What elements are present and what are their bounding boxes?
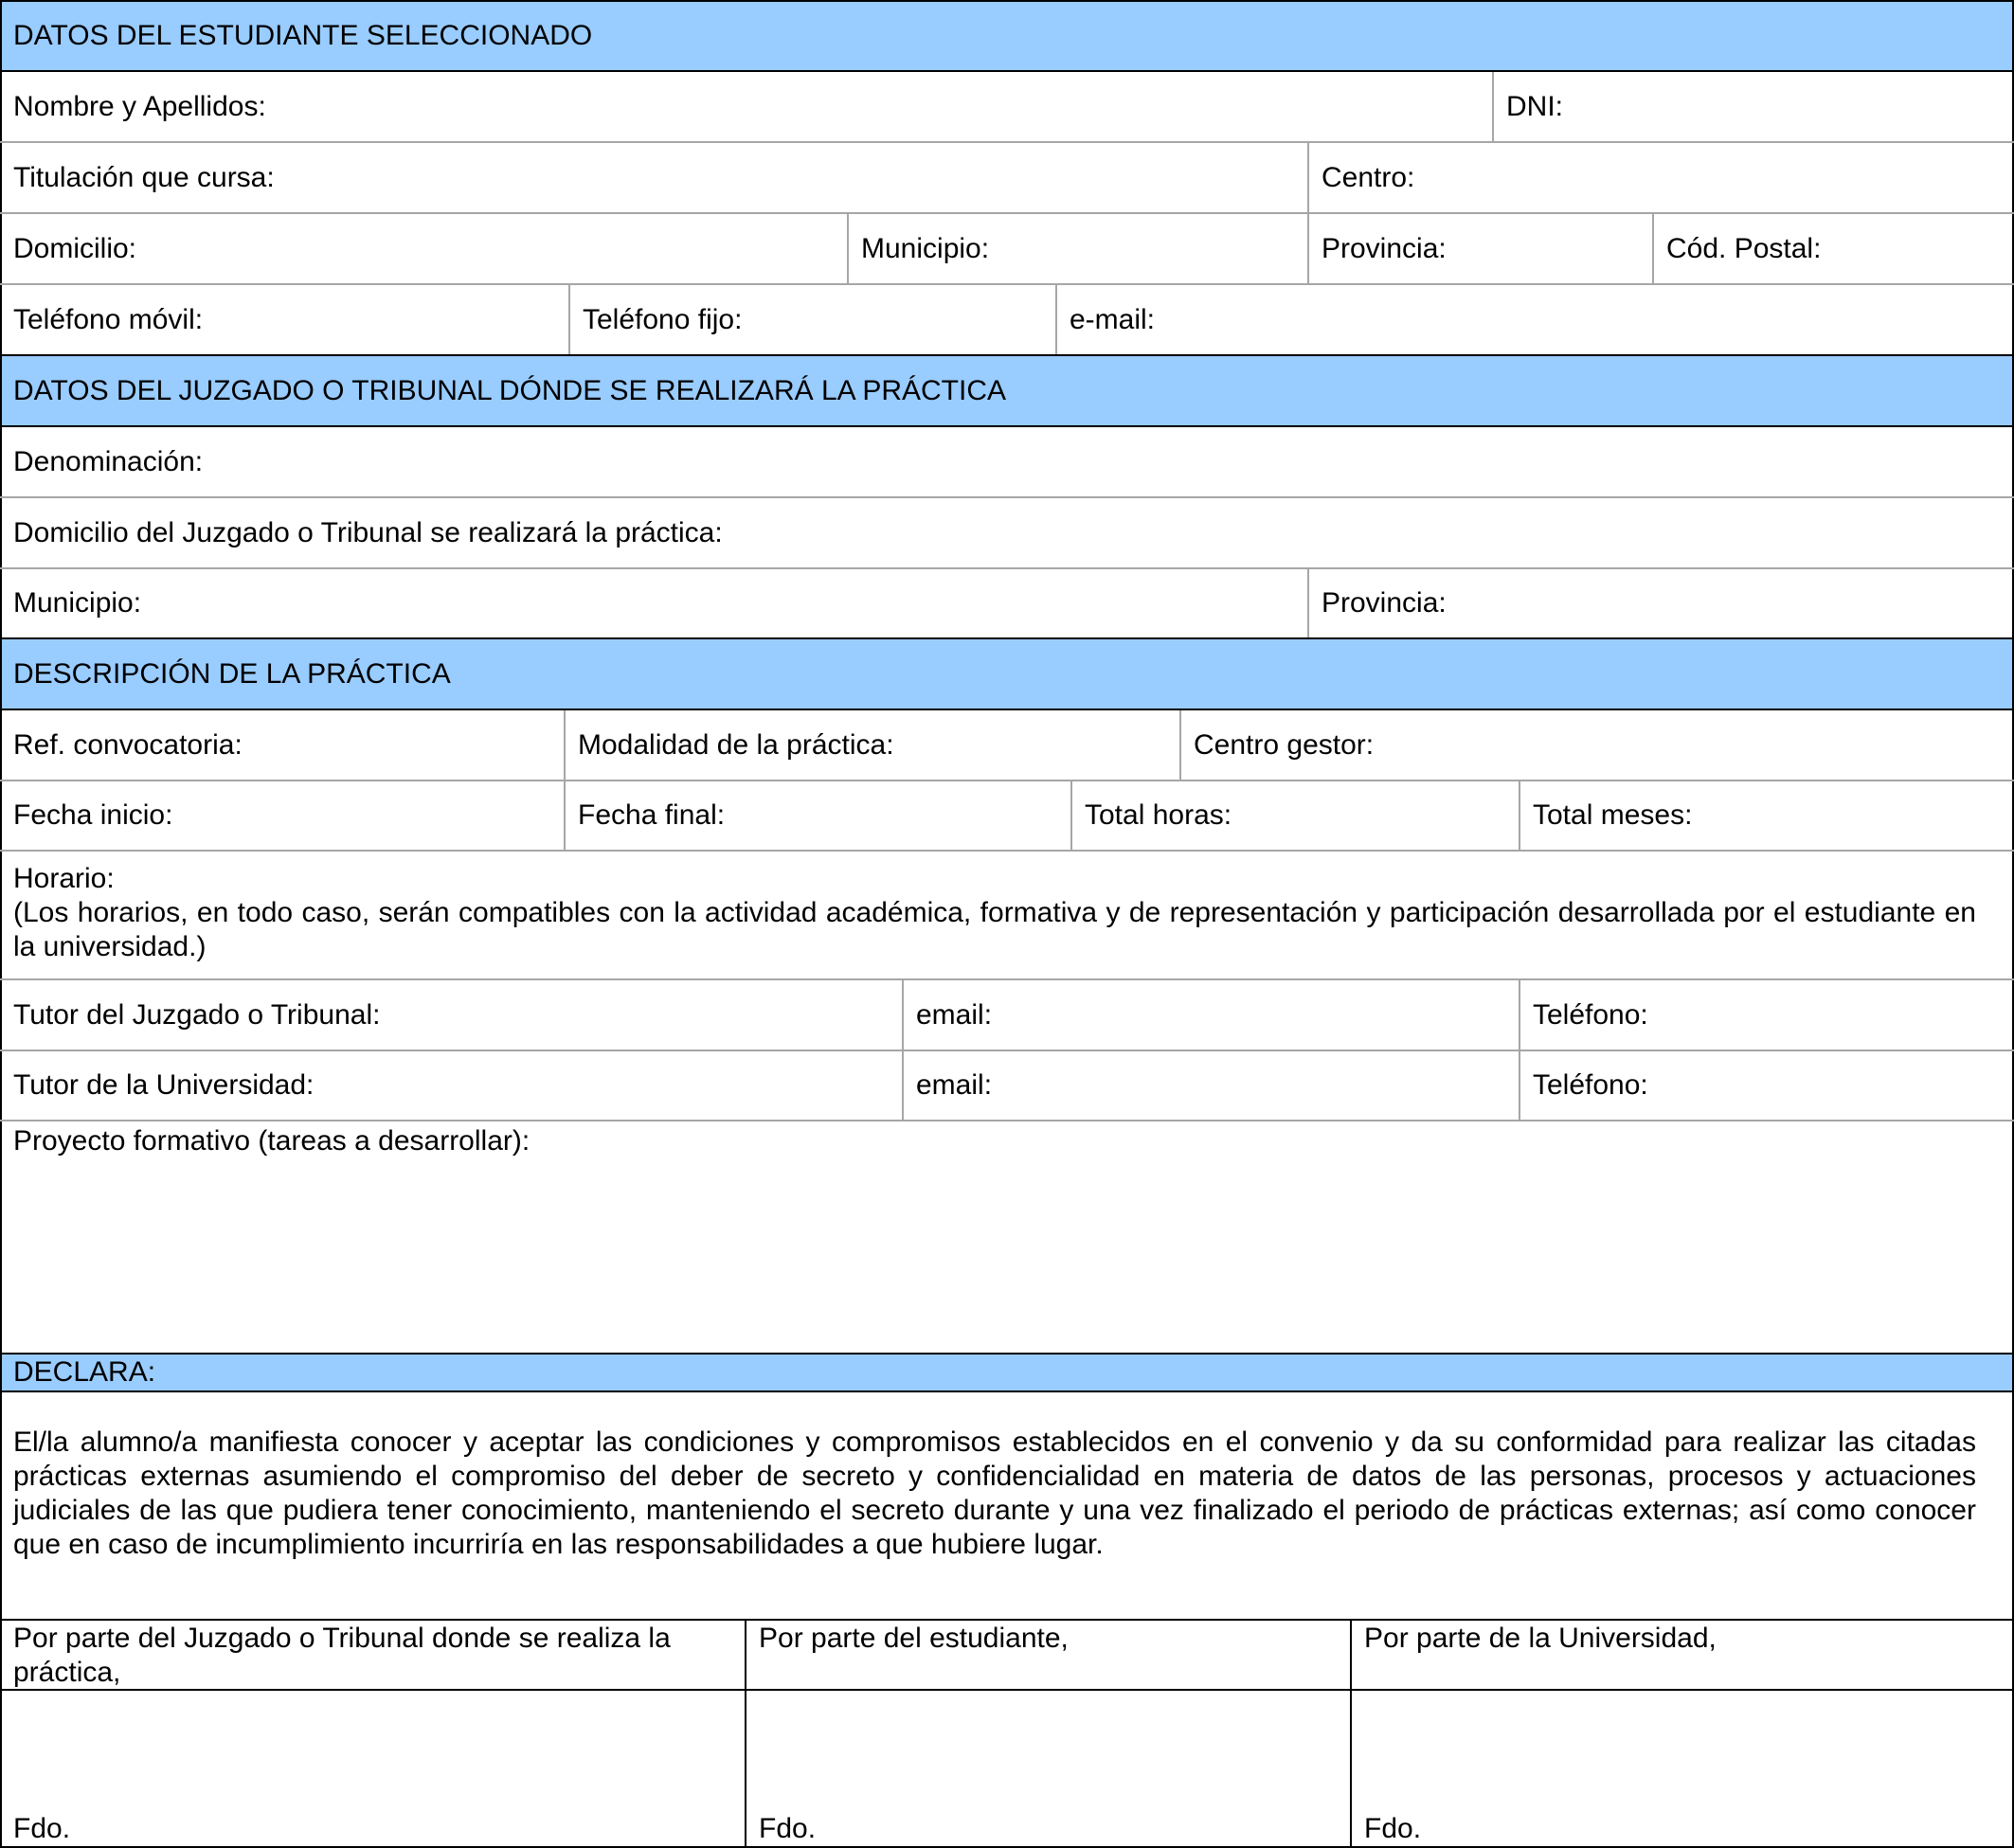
section-title: DECLARA: [13,1356,156,1388]
field-label: Teléfono móvil: [13,303,204,335]
uni-tutor-phone-field[interactable] [1519,1050,2014,1121]
signature-university-label [1351,1620,2014,1690]
field-label: Centro: [1322,161,1415,193]
rule [0,850,2014,852]
field-label: Municipio: [13,587,142,619]
rule [0,283,2014,285]
divider [745,1621,746,1848]
rule [0,354,2014,356]
field-label: Provincia: [1322,232,1447,264]
field-label: email: [916,1069,993,1101]
signature-court-label [0,1620,746,1690]
divider [1307,143,1309,283]
rule [0,141,2014,143]
field-label: DNI: [1506,90,1563,122]
field-label: Fecha final: [578,799,726,831]
rule [0,1353,2014,1355]
court-province-field[interactable] [1308,568,2014,638]
field-label: Teléfono: [1533,1069,1648,1101]
total-months-field[interactable] [1519,780,2014,851]
signature-university-box[interactable] [1351,1690,2014,1848]
student-name-field[interactable] [0,71,1493,142]
section-title: DESCRIPCIÓN DE LA PRÁCTICA [13,657,451,690]
divider [1055,285,1057,354]
court-municipality-field[interactable] [0,568,1308,638]
divider [1519,781,1520,850]
uni-tutor-email-field[interactable] [903,1050,1519,1121]
rule [0,567,2014,569]
rule [0,978,2014,980]
student-municipality-field[interactable] [848,213,1308,284]
rule [0,212,2014,214]
field-label: Denominación: [13,445,204,477]
section-title: DATOS DEL ESTUDIANTE SELECCIONADO [13,19,593,51]
field-label: Por parte de la Universidad, [1364,1623,1717,1654]
divider [1652,214,1654,283]
field-label: Domicilio: [13,232,137,264]
divider [902,980,904,1120]
rule [0,1050,2014,1051]
student-postal-code-field[interactable] [1653,213,2014,284]
student-mobile-field[interactable] [0,284,569,355]
signature-court-box[interactable] [0,1690,746,1848]
field-label: Fecha inicio: [13,799,173,831]
divider [568,285,570,354]
divider [847,214,849,283]
schedule-field[interactable] [0,851,2014,979]
student-degree-field[interactable] [0,142,1308,213]
signature-student-box[interactable] [746,1690,1351,1848]
field-label: Domicilio del Juzgado o Tribunal se realizará la práctica: [13,516,723,548]
rule [0,1689,2014,1691]
declaration-text: El/la alumno/a manifiesta conocer y aceptar las condiciones y compromisos establecidos en el convenio y da su conformidad para realizar las citadas prácticas externas asumiendo el compromiso del deber de secreto y confidencialidad en materia de datos de las personas, procesos y actuaciones judiciales de las que pudiera tener conocimiento, manteniendo el secreto durante y una vez finalizado el periodo de prácticas externas; así como conocer que en caso de incumplimiento incurriría en las responsabilidades a que hubiere lugar. [13,1426,1976,1560]
project-field[interactable] [0,1121,2014,1354]
start-date-field[interactable] [0,780,565,851]
section-header-description [0,638,2014,709]
student-address-field[interactable] [0,213,848,284]
rule [0,709,2014,710]
field-label: Total horas: [1085,799,1232,831]
divider [1519,980,1520,1120]
rule [0,1120,2014,1121]
signature-student-label [746,1620,1351,1690]
field-label: Nombre y Apellidos: [13,90,266,122]
field-label: email: [916,998,993,1031]
field-label: Municipio: [861,232,990,264]
end-date-field[interactable] [565,780,1071,851]
modality-field[interactable] [565,709,1180,780]
field-label: e-mail: [1070,303,1156,335]
section-title: DATOS DEL JUZGADO O TRIBUNAL DÓNDE SE REALIZARÁ LA PRÁCTICA [13,374,1007,406]
schedule-label: Horario: [13,863,115,894]
section-header-declara [0,1354,2014,1391]
border-top [0,0,2014,2]
field-label: Tutor de la Universidad: [13,1069,315,1101]
field-label: Por parte del Juzgado o Tribunal donde se realiza la práctica, [13,1623,671,1688]
divider [1350,1621,1352,1848]
uni-tutor-field[interactable] [0,1050,903,1121]
court-tutor-field[interactable] [0,979,903,1050]
section-header-court [0,355,2014,426]
divider [564,710,566,850]
fdo-label: Fdo. [1364,1813,1422,1844]
field-label: Titulación que cursa: [13,161,275,193]
divider [1492,72,1494,141]
field-label: Cód. Postal: [1666,232,1822,264]
rule [0,496,2014,498]
rule [0,1390,2014,1392]
field-label: Ref. convocatoria: [13,728,243,761]
field-label: Centro gestor: [1194,728,1375,761]
student-email-field[interactable] [1056,284,2014,355]
divider [1307,569,1309,637]
rule [0,70,2014,72]
court-address-field[interactable] [0,497,2014,568]
field-label: Por parte del estudiante, [759,1623,1069,1654]
declaration-box [0,1391,2014,1620]
field-label: Total meses: [1533,799,1693,831]
student-center-field[interactable] [1308,142,2014,213]
rule [0,1619,2014,1621]
divider [1179,710,1181,780]
fdo-label: Fdo. [759,1813,817,1844]
divider [1070,781,1072,850]
fdo-label: Fdo. [13,1813,71,1844]
court-name-field[interactable] [0,426,2014,497]
section-header-student [0,0,2014,71]
student-province-field[interactable] [1308,213,1653,284]
court-tutor-phone-field[interactable] [1519,979,2014,1050]
total-hours-field[interactable] [1071,780,1519,851]
field-label: Modalidad de la práctica: [578,728,894,761]
student-dni-field[interactable] [1493,71,2014,142]
manager-center-field[interactable] [1180,709,2014,780]
field-label: Teléfono: [1533,998,1648,1031]
student-landline-field[interactable] [569,284,1056,355]
field-label: Provincia: [1322,587,1447,619]
ref-field[interactable] [0,709,565,780]
field-label: Tutor del Juzgado o Tribunal: [13,998,381,1031]
rule [0,425,2014,427]
rule [0,637,2014,639]
field-label: Proyecto formativo (tareas a desarrollar): [13,1125,530,1157]
field-label: Teléfono fijo: [583,303,743,335]
rule [0,780,2014,781]
schedule-note: (Los horarios, en todo caso, serán compatibles con la actividad académica, formativa y de representación y participación desarrollada por el estudiante en la universidad.) [13,897,1976,962]
court-tutor-email-field[interactable] [903,979,1519,1050]
border-left [0,0,2,1848]
